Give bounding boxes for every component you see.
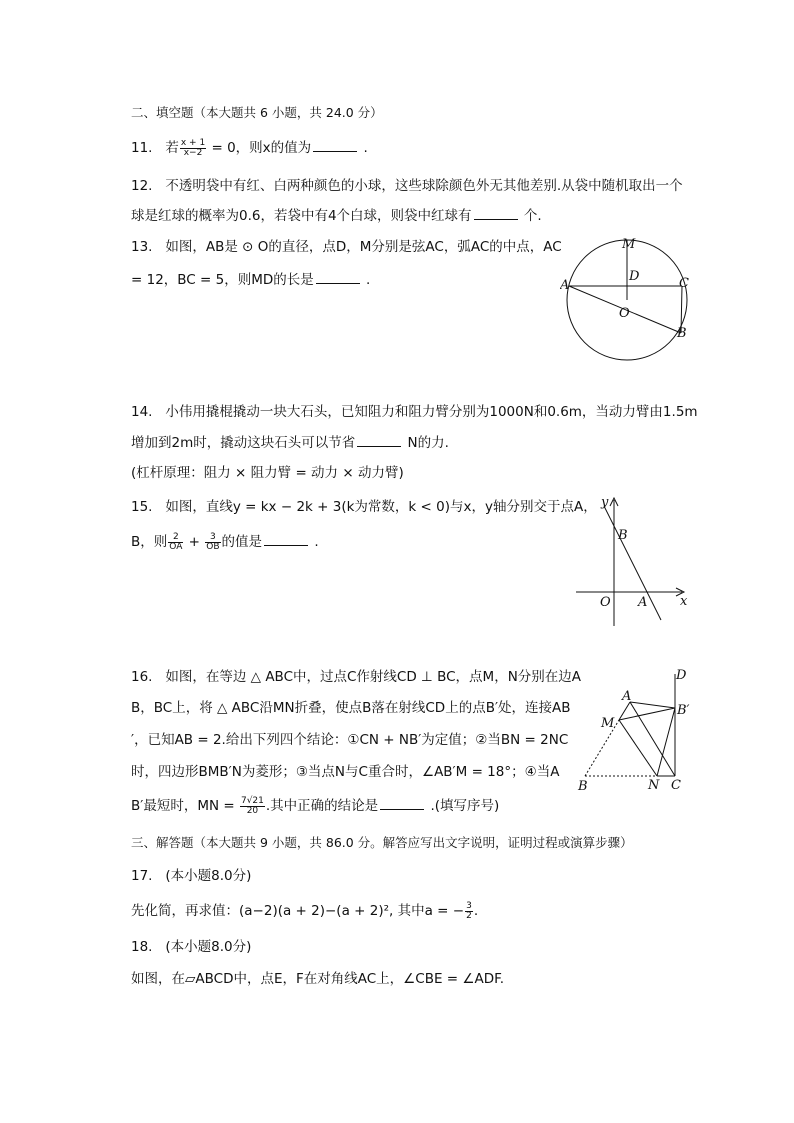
- question-14-line2: [131, 433, 449, 453]
- question-18-text: 如图，在▱ABCD中，点E，F在对角线AC上，∠CBE = ∠ADF.: [131, 971, 505, 987]
- segment-ab-prime: [630, 702, 675, 708]
- segment-mn: [619, 720, 657, 776]
- question-text: 球是红球的概率为0.6，若袋中有4个白球，则袋中红球有: [131, 208, 472, 224]
- label-a: A: [638, 595, 648, 610]
- question-number: 13.: [131, 239, 153, 255]
- fraction-denominator: OA: [169, 541, 183, 552]
- question-17-text: [131, 901, 478, 921]
- question-text: 不透明袋中有红、白两种颜色的小球，这些球除颜色外无其他差别.从袋中随机取出一个: [165, 178, 683, 194]
- question-text: 如图，在等边 △ ABC中，过点C作射线CD ⊥ BC，点M，N分别在边A: [165, 669, 582, 685]
- fraction: [465, 902, 473, 921]
- segment-mb-prime: [619, 708, 675, 720]
- question-number: 12.: [131, 178, 153, 194]
- question-14-line3: (杠杆原理：阻力 × 阻力臂 = 动力 × 动力臂): [131, 465, 404, 481]
- question-16-line5: [131, 796, 499, 816]
- question-text: = 0，则x的值为: [207, 140, 312, 156]
- answer-blank[interactable]: [313, 138, 357, 152]
- segment-am: [619, 702, 630, 720]
- answer-blank[interactable]: [474, 206, 518, 220]
- question-text: .: [473, 903, 479, 919]
- fraction-denominator: 20: [246, 805, 259, 816]
- q15-axes-figure: [570, 492, 695, 627]
- segment-nb-prime: [657, 708, 675, 776]
- answer-blank[interactable]: [380, 796, 424, 810]
- question-number: 11.: [131, 140, 153, 156]
- question-score: (本小题8.0分): [165, 868, 252, 884]
- line-y-kx: [604, 506, 661, 620]
- fraction-numerator: 2: [168, 533, 183, 543]
- fraction: [168, 533, 183, 552]
- question-14-line1: [131, 402, 698, 422]
- question-15-line2: [131, 532, 319, 552]
- label-b: B: [677, 326, 687, 341]
- question-number: 18.: [131, 939, 153, 955]
- question-text: +: [184, 534, 205, 550]
- question-text: .: [359, 140, 368, 156]
- fraction: [180, 139, 206, 158]
- question-16-line1: [131, 667, 581, 687]
- question-12-line2: [131, 206, 542, 226]
- question-16-line4: 时，四边形BMB′N为菱形；③当点N与C重合时，∠AB′M = 18°；④当A: [131, 764, 560, 780]
- question-text: 增加到2m时，撬动这块石头可以节省: [131, 435, 356, 451]
- label-b: B: [618, 528, 628, 543]
- section-3-title: 三、解答题（本大题共 9 小题，共 86.0 分。解答应写出文字说明，证明过程或演算步骤）: [131, 835, 633, 850]
- label-d: D: [629, 269, 640, 284]
- question-18-header: [131, 937, 251, 957]
- label-o: O: [619, 306, 630, 321]
- label-y: y: [601, 495, 609, 510]
- question-score: (本小题8.0分): [165, 939, 252, 955]
- label-m: M: [601, 716, 615, 731]
- q13-circle-figure: [560, 232, 700, 367]
- question-text: 个.: [519, 208, 542, 224]
- answer-blank[interactable]: [357, 433, 401, 447]
- fraction: [205, 533, 220, 552]
- fraction-denominator: OB: [206, 541, 220, 552]
- label-o: O: [600, 595, 611, 610]
- question-text: N的力.: [403, 435, 449, 451]
- question-text: 如图，AB是 ⊙ O的直径，点D，M分别是弦AC，弧AC的中点，AC: [165, 239, 562, 255]
- fraction-numerator: 3: [205, 533, 220, 543]
- question-12-line1: [131, 176, 683, 196]
- fraction-numerator: 7√21: [240, 795, 264, 806]
- question-text: 若: [165, 140, 179, 156]
- label-b: B: [578, 779, 588, 794]
- question-11: [131, 138, 368, 158]
- question-text: 的值是: [221, 534, 263, 550]
- question-13-line2: [131, 270, 370, 290]
- answer-blank[interactable]: [264, 532, 308, 546]
- label-x: x: [680, 594, 688, 609]
- label-c: C: [671, 778, 681, 793]
- question-15-line1: [131, 497, 597, 517]
- question-text: 如图，直线y = kx − 2k + 3(k为常数，k < 0)与x，y轴分别交于点A，: [165, 499, 597, 515]
- question-number: 14.: [131, 404, 153, 420]
- label-m: M: [622, 237, 636, 252]
- fraction-denominator: 2: [466, 910, 472, 921]
- question-number: 17.: [131, 868, 153, 884]
- question-number: 15.: [131, 499, 153, 515]
- question-13-line1: [131, 237, 562, 257]
- question-text: .: [361, 272, 371, 288]
- q16-triangle-figure: [570, 664, 700, 794]
- question-16-line2: B，BC上，将 △ ABC沿MN折叠，使点B落在射线CD上的点B′处，连接AB: [131, 700, 571, 716]
- question-text: .(填写序号): [426, 798, 500, 814]
- question-text: B，则: [131, 534, 168, 550]
- label-n: N: [648, 778, 660, 793]
- fraction-numerator: x + 1: [180, 137, 206, 148]
- question-text: 小伟用撬棍撬动一块大石头，已知阻力和阻力臂分别为1000N和0.6m，当动力臂由1.5m: [165, 404, 698, 420]
- fraction: [240, 797, 265, 816]
- question-17-header: [131, 866, 251, 886]
- question-text: 先化简，再求值：(a−2)(a + 2)−(a + 2)², 其中a = −: [131, 903, 465, 919]
- label-a: A: [622, 689, 632, 704]
- question-text: = 12，BC = 5，则MD的长是: [131, 272, 314, 288]
- fraction-numerator: 3: [466, 900, 472, 911]
- question-text: .其中正确的结论是: [265, 798, 379, 814]
- label-c: C: [679, 276, 689, 291]
- question-number: 16.: [131, 669, 153, 685]
- question-16-line3: ′，已知AB = 2.给出下列四个结论：①CN + NB′为定值；②当BN = 2NC: [131, 732, 569, 748]
- section-2-title: 二、填空题（本大题共 6 小题，共 24.0 分）: [131, 105, 383, 120]
- label-b-prime: B′: [677, 703, 690, 718]
- fraction-denominator: x−2: [183, 147, 203, 158]
- question-text: B′最短时，MN =: [131, 798, 239, 814]
- question-text: .: [310, 534, 319, 550]
- answer-blank[interactable]: [316, 270, 360, 284]
- label-a: A: [560, 278, 570, 293]
- label-d: D: [676, 668, 687, 683]
